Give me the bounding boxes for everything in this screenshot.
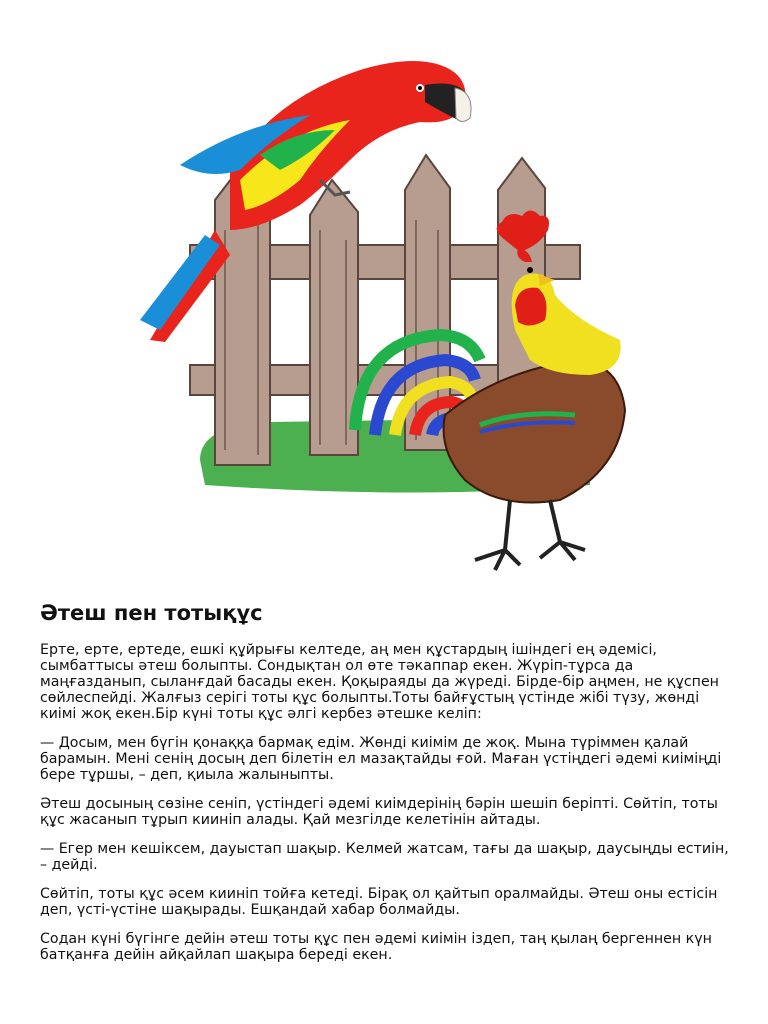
paragraph: Сөйтіп, тоты құс әсем кииніп тойға кетеді. Бірақ ол қайтып оралмайды. Әтеш оны естісін деп, үсті-үстіне шақырады. Ешқандай хабар болмайды. [40, 886, 718, 918]
paragraph: Ерте, ерте, ертеде, ешкі құйрығы келтеде, аң мен құстардың ішіндегі ең әдемісі, сымбаттысы әтеш болыпты. Сондықтан ол өте тәкаппар екен. Жүріп-тұрса да маңғазданып, сыланғдай басады екен. Қоқыраяды да жүреді. Бірде-бір аңмен, не құспен сөйлеспейді. Жалғыз серігі тоты құс болыпты.Тоты байғұстың үстінде жібі түзу, жөнді киімі жоқ екен.Бір күні тоты құс әлгі кербез әтешке келіп: [40, 642, 719, 722]
paragraph: — Досым, мен бүгін қонаққа бармақ едім. Жөнді киімім де жоқ. Мына түріммен қалай барамын. Мені сенің досың деп білетін ел мазақтайды ғой. Маған үстіңдегі әдемі киіміңді бере тұршы, – деп, қиыла жалыныпты. [40, 735, 722, 783]
story-title: Әтеш пен тотықұс [40, 601, 263, 625]
paragraph: Әтеш досының сөзіне сеніп, үстіндегі әдемі киімдерінің бәрін шешіп беріпті. Сөйтіп, тоты құс жасанып тұрып кииніп алады. Қай мезгілде келетінін айтады. [40, 796, 718, 828]
story-text [40, 642, 730, 976]
parrot-rooster-illustration [120, 30, 650, 580]
paragraph: Содан күні бүгінге дейін әтеш тоты құс пен әдемі киімін іздеп, таң қылаң бергеннен күн батқанға дейін айқайлап шақыра береді екен. [40, 931, 712, 963]
paragraph: — Егер мен кешіксем, дауыстап шақыр. Келмей жатсам, тағы да шақыр, даусыңды естиін, – дейді. [40, 841, 729, 873]
